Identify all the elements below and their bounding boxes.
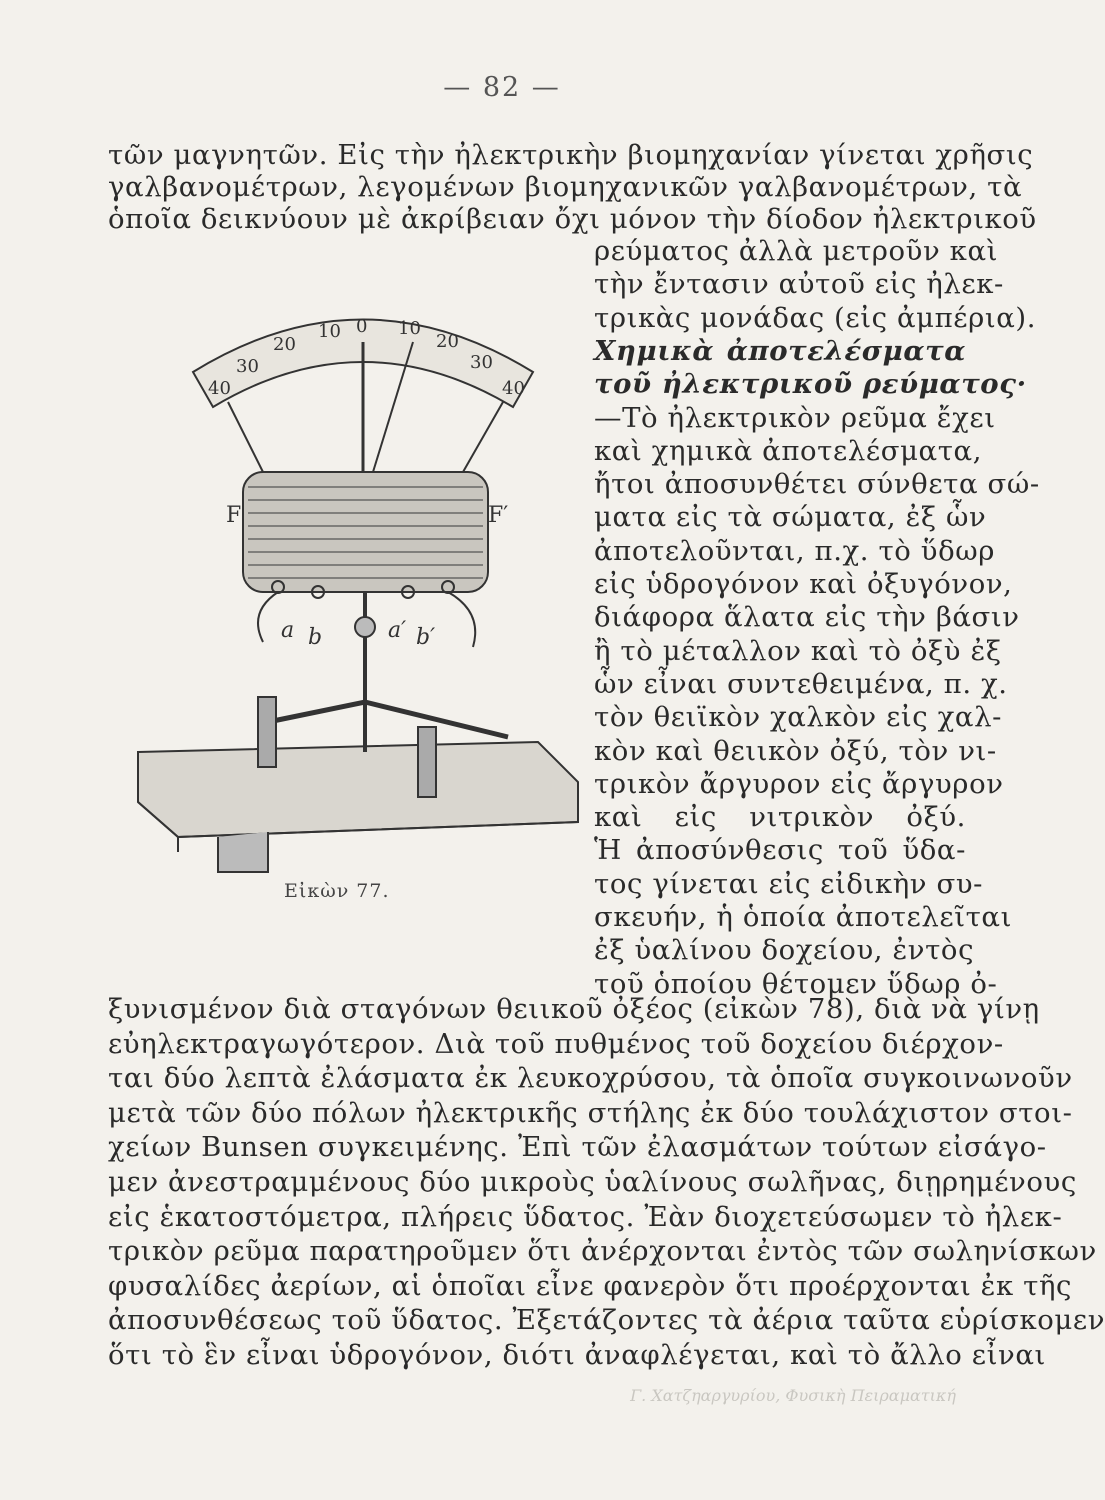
text-line: Χημικὰ ἀποτελέσματα <box>594 334 966 367</box>
text-line: εὐηλεκτραγωγότερον. Διὰ τοῦ πυθμένος τοῦ δοχείου διέρχον- <box>108 1027 1004 1060</box>
svg-text:b′: b′ <box>416 625 436 650</box>
text-line: ματα εἰς τὰ σώματα, ἐξ ὧν <box>594 501 987 534</box>
text-line: σκευήν, ἡ ὁποία ἀποτελεῖται <box>594 901 1012 933</box>
text-line: γαλβανομέτρων, λεγομένων βιομηχανικῶν γαλβανομέτρων, τὰ <box>108 171 1023 203</box>
text-line: ὁποῖα δεικνύουν μὲ ἀκρίβειαν ὄχι μόνον τὴν δίοδον ἠλεκτρικοῦ <box>108 203 1037 235</box>
text-line: καὶ εἰς νιτρικὸν ὀξύ. <box>594 801 966 834</box>
svg-text:F′: F′ <box>488 503 509 528</box>
text-line: ἀποτελοῦνται, π.χ. τὸ ὕδωρ <box>594 534 996 567</box>
svg-text:20: 20 <box>436 331 459 352</box>
figure-caption: Εἰκὼν 77. <box>284 880 390 902</box>
text-line: φυσαλίδες ἀερίων, αἱ ὁποῖαι εἶνε φανερὸν ὅτι προέρχονται ἐκ τῆς <box>108 1269 1073 1302</box>
text-line: —Τὸ ἠλεκτρικὸν ρεῦμα ἔχει <box>594 401 996 434</box>
text-line: ἤτοι ἀποσυνθέτει σύνθετα σώ- <box>594 468 1040 501</box>
text-line: ρεύματος ἀλλὰ μετροῦν καὶ <box>594 235 999 267</box>
text-line: κὸν καὶ θειικὸν ὀξύ, τὸν νι- <box>594 734 997 767</box>
text-line: μετὰ τῶν δύο πόλων ἠλεκτρικῆς στήλης ἐκ δύο τουλάχιστον στοι- <box>108 1096 1073 1129</box>
svg-text:40: 40 <box>502 378 525 399</box>
svg-text:b: b <box>308 625 323 650</box>
galvanometer-figure <box>118 282 598 882</box>
text-line: τρικὸν ἄργυρον εἰς ἄργυρον <box>594 767 1004 800</box>
text-line: εἰς ἑκατοστόμετρα, πλήρεις ὕδατος. Ἐὰν διοχετεύσωμεν τὸ ἠλεκ- <box>108 1200 1063 1233</box>
text-line: καὶ χημικὰ ἀποτελέσματα, <box>594 434 983 467</box>
text-line: ἢ τὸ μέταλλον καὶ τὸ ὀξὺ ἐξ <box>594 634 1002 667</box>
svg-text:30: 30 <box>470 352 493 373</box>
text-line: ξυνισμένον διὰ σταγόνων θειικοῦ ὀξέος (εἰκὼν 78), διὰ νὰ γίνῃ <box>108 993 1040 1025</box>
page-number: — 82 — <box>443 72 561 103</box>
text-line: Ἡ ἀποσύνθεσις τοῦ ὕδα- <box>594 834 966 867</box>
svg-text:30: 30 <box>236 356 259 377</box>
svg-text:40: 40 <box>208 378 231 399</box>
text-line: μεν ἀνεστραμμένους δύο μικροὺς ὑαλίνους σωλῆνας, διῃρημένους <box>108 1166 1077 1198</box>
text-line: ὧν εἶναι συντεθειμένα, π. χ. <box>594 667 1008 700</box>
svg-text:20: 20 <box>273 334 296 355</box>
bleed-through-text: Γ. Χατζηαργυρίου, Φυσικὴ Πειραματική <box>630 1386 956 1405</box>
svg-text:10: 10 <box>318 321 341 342</box>
text-line: ται δύο λεπτὰ ἐλάσματα ἐκ λευκοχρύσου, τὰ ὁποῖα συγκοινωνοῦν <box>108 1062 1073 1095</box>
text-line: τοῦ ὁποίου θέτομεν ὕδωρ ὀ- <box>594 967 998 1000</box>
text-line: χείων Bunsen συγκειμένης. Ἐπὶ τῶν ἐλασμάτων τούτων εἰσάγο- <box>108 1131 1047 1164</box>
svg-text:a: a <box>281 618 295 643</box>
text-line: ὅτι τὸ ἓν εἶναι ὑδρογόνον, διότι ἀναφλέγεται, καὶ τὸ ἄλλο εἶναι <box>108 1339 1046 1371</box>
text-line: διάφορα ἅλατα εἰς τὴν βάσιν <box>594 601 1020 634</box>
svg-text:10: 10 <box>398 318 421 339</box>
text-line: τὴν ἔντασιν αὐτοῦ εἰς ἠλεκ- <box>594 268 1004 301</box>
text-line: τὸν θειϊκὸν χαλκὸν εἰς χαλ- <box>594 701 1002 734</box>
text-line: τρικὸν ρεῦμα παρατηροῦμεν ὅτι ἀνέρχονται ἐντὸς τῶν σωληνίσκων <box>108 1235 1097 1268</box>
svg-text:a′: a′ <box>388 618 407 643</box>
text-line: τος γίνεται εἰς εἰδικὴν συ- <box>594 867 984 900</box>
text-line: τρικὰς μονάδας (εἰς ἀμπέρια). <box>594 301 1037 334</box>
text-line: ἐξ ὑαλίνου δοχείου, ἐντὸς <box>594 934 975 967</box>
text-line: εἰς ὑδρογόνον καὶ ὀξυγόνον, <box>594 568 1013 600</box>
svg-text:0: 0 <box>356 316 368 337</box>
text-line: τῶν μαγνητῶν. Εἰς τὴν ἠλεκτρικὴν βιομηχανίαν γίνεται χρῆσις <box>108 139 1034 171</box>
text-line: τοῦ ἠλεκτρικοῦ ρεύματος· <box>594 368 1027 401</box>
text-line: ἀποσυνθέσεως τοῦ ὕδατος. Ἐξετάζοντες τὰ ἀέρια ταῦτα εὑρίσκομεν <box>108 1304 1105 1337</box>
svg-text:F: F <box>226 503 242 528</box>
